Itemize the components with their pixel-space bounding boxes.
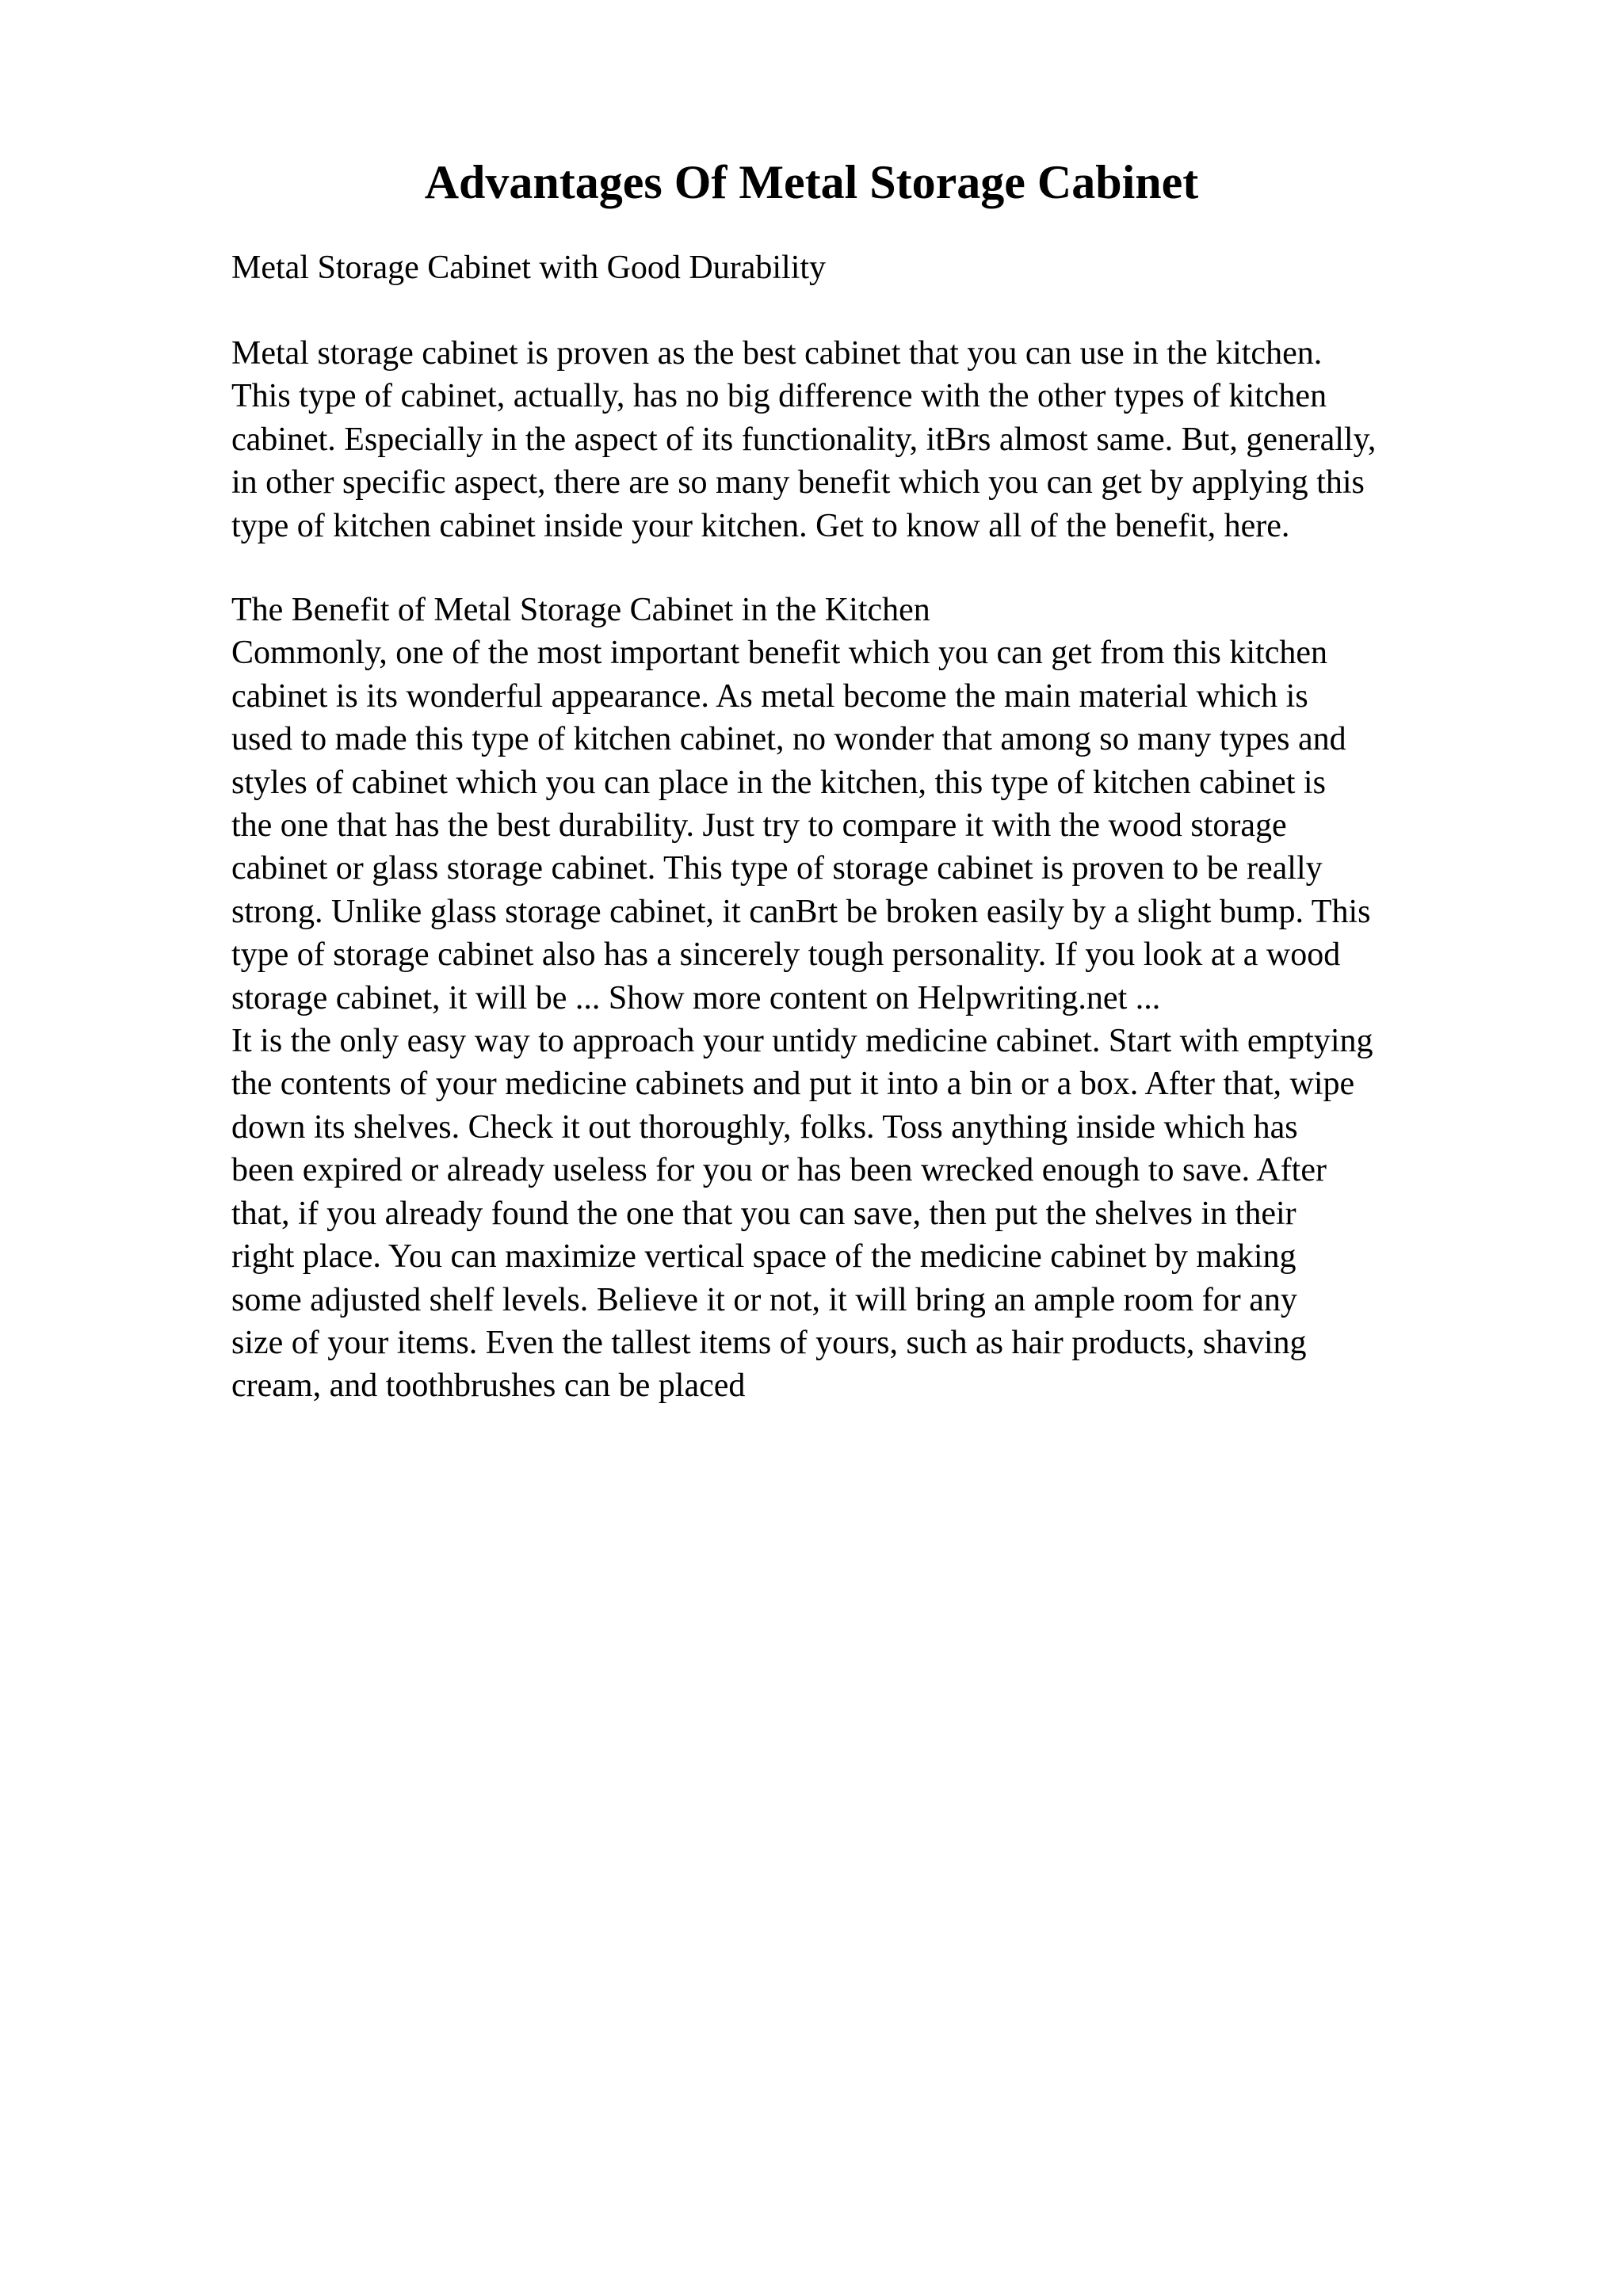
paragraph-intro: Metal storage cabinet is proven as the best cabinet that you can use in the kitchen. This type of cabinet, actually, has no big difference with the other types of kitchen cabinet. Especially in the aspect of its functionality, itBrs almost same. But, generally, in other specific aspect, there are so many benefit which you can get by applying this type of kitchen cabinet inside your kitchen. Get to know all of the benefit, here. xyxy=(231,335,1377,544)
paragraph-benefit: The Benefit of Metal Storage Cabinet in the Kitchen Commonly, one of the most important benefit which you can get from this kitchen cabinet is its wonderful appearance. As metal become the main material which is used to made this type of kitchen cabinet, no wonder that among so many types and styles of cabinet which you can place in the kitchen, this type of kitchen cabinet is the one that has the best durability. Just try to compare it with the wood storage cabinet or glass storage cabinet. This type of storage cabinet is proven to be really strong. Unlike glass storage cabinet, it canBrt be broken easily by a slight bump. This type of storage cabinet also has a sincerely tough personality. If you look at a wood storage cabinet, it will be ... Show more content on Helpwriting.net ... It is the only easy way to approach your untidy medicine cabinet. Start with emptying the contents of your medicine cabinets and put it into a bin or a box. After that, wipe down its shelves. Check it out thoroughly, folks. Toss anything inside which has been expired or already useless for you or has been wrecked enough to save. After that, if you already found the one that you can save, then put the shelves in their right place. You can maximize vertical space of the medicine cabinet by making some adjusted shelf levels. Believe it or not, it will bring an ample room for any size of your items. Even the tallest items of yours, such as hair products, shaving cream, and toothbrushes can be placed xyxy=(231,592,1373,1405)
section-subtitle: Metal Storage Cabinet with Good Durability xyxy=(231,250,827,286)
page-title: Advantages Of Metal Storage Cabinet xyxy=(424,156,1199,208)
